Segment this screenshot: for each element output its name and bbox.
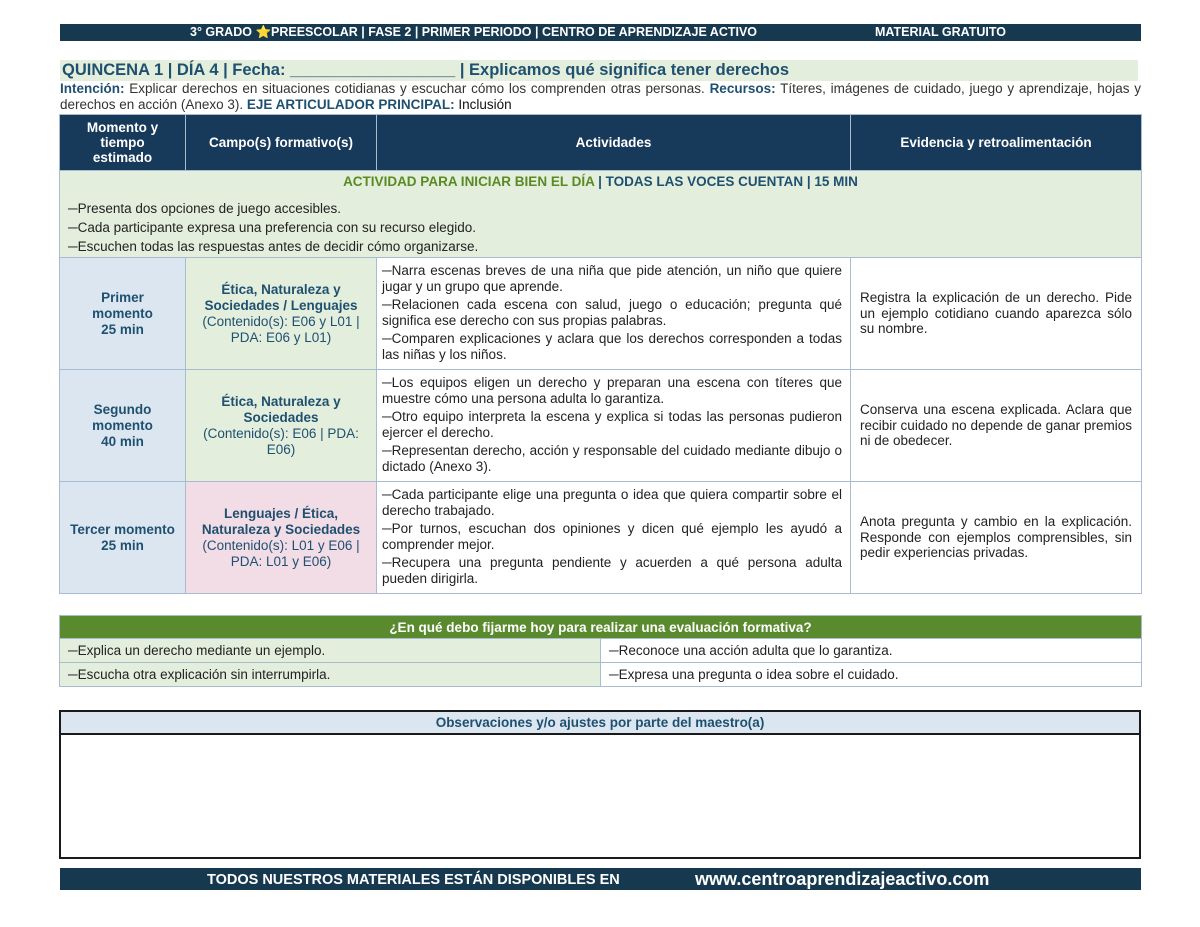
eje-label: EJE ARTICULADOR PRINCIPAL: <box>246 96 455 112</box>
table-header-row <box>60 115 1142 171</box>
list-item: ─Cada participante elige una pregunta o idea que quiera compartir sobre el derecho trabajado. <box>382 487 842 518</box>
page-title: QUINCENA 1 | DÍA 4 | Fecha: __________________ | Explicamos qué significa tener derechos <box>60 60 1138 81</box>
moment-text: Tercer momento 25 min <box>70 521 175 553</box>
table-row <box>60 370 1142 482</box>
evaluation-item: ─Expresa una pregunta o idea sobre el cuidado. <box>601 663 1142 687</box>
header-campo: Campo(s) formativo(s) <box>186 115 377 171</box>
contenido-text: (Contenido(s): E06 | PDA: E06) <box>203 425 359 457</box>
list-item: ─Relacionen cada escena con salud, juego o educación; pregunta qué significa ese derecho con sus propias palabras. <box>382 297 842 328</box>
phase-text: PREESCOLAR | FASE 2 | PRIMER PERIODO | CENTRO DE APRENDIZAJE ACTIVO <box>271 25 758 39</box>
website-link[interactable]: www.centroaprendizajeactivo.com <box>695 869 990 889</box>
evidence-cell: Anota pregunta y cambio en la explicación. Responde con ejemplos comprensibles, sin pedir experiencias privadas. <box>851 482 1142 594</box>
start-title-sep: | <box>594 174 606 189</box>
list-item: ─Recupera una pregunta pendiente y acuerden a qué persona adulta pueden dirigirla. <box>382 555 842 586</box>
evaluation-table <box>59 615 1142 687</box>
recursos-label: Recursos: <box>709 81 776 96</box>
evaluation-item: ─Explica un derecho mediante un ejemplo. <box>60 639 601 663</box>
evaluation-item: ─Reconoce una acción adulta que lo garantiza. <box>601 639 1142 663</box>
observations-writing-area <box>61 735 1139 857</box>
list-item: ─Los equipos eligen un derecho y preparan una escena con títeres que muestre cómo una persona adulta lo garantiza. <box>382 375 842 406</box>
intencion-text: Explicar derechos en situaciones cotidianas y escuchar cómo los comprenden otras personas. <box>124 81 710 96</box>
table-row <box>60 482 1142 594</box>
list-item: ─Por turnos, escuchan dos opiniones y dicen qué ejemplo les ayudó a comprender mejor. <box>382 521 842 552</box>
activities-cell <box>377 482 851 594</box>
moment-cell <box>60 482 186 594</box>
evidence-cell: Registra la explicación de un derecho. Pide un ejemplo cotidiano cuando aparezca sólo su nombre. <box>851 258 1142 370</box>
campo-name: Ética, Naturaleza y Sociedades <box>221 393 341 425</box>
activities-cell <box>377 370 851 482</box>
start-title-green: ACTIVIDAD PARA INICIAR BIEN EL DÍA <box>343 174 595 189</box>
contenido-text: (Contenido(s): E06 y L01 | PDA: E06 y L01) <box>202 313 360 345</box>
grade-text: 3° GRADO <box>190 25 256 39</box>
campo-name: Ética, Naturaleza y Sociedades / Lenguajes <box>204 281 358 313</box>
moment-text: Segundo momento 40 min <box>92 401 153 449</box>
campo-cell <box>186 258 377 370</box>
list-item: ─Cada participante expresa una preferencia con su recurso elegido. <box>68 220 477 235</box>
list-item: ─Presenta dos opciones de juego accesibles. <box>68 201 341 216</box>
list-item: ─Representan derecho, acción y responsable del cuidado mediante dibujo o dictado (Anexo 3). <box>382 443 842 474</box>
observations-box <box>59 710 1141 859</box>
contenido-text: (Contenido(s): L01 y E06 | PDA: L01 y E06) <box>202 537 360 569</box>
intent-paragraph <box>60 81 1141 112</box>
list-item: ─Narra escenas breves de una niña que pide atención, un niño que quiere jugar y un grupo que aprende. <box>382 263 842 294</box>
start-activity-title <box>68 174 1133 189</box>
list-item: ─Escuchen todas las respuestas antes de decidir cómo organizarse. <box>68 239 479 254</box>
campo-name: Lenguajes / Ética, Naturaleza y Sociedades <box>201 505 361 537</box>
recursos-text: Títeres, imágenes de cuidado, juego y aprendizaje, hojas y derechos en acción (Anexo 3). <box>60 81 1141 112</box>
start-activity-list <box>68 199 1133 256</box>
table-row <box>60 258 1142 370</box>
campo-cell <box>186 482 377 594</box>
star-icon: ⭐ <box>255 25 272 39</box>
moment-cell <box>60 370 186 482</box>
free-material-label: MATERIAL GRATUITO <box>875 25 1007 39</box>
evaluation-title: ¿En qué debo fijarme hoy para realizar una evaluación formativa? <box>60 616 1142 639</box>
start-title-navy: TODAS LAS VOCES CUENTAN | 15 MIN <box>605 174 858 189</box>
list-item: ─Comparen explicaciones y aclara que los derechos corresponden a todas las niñas y los niños. <box>382 331 842 362</box>
start-activity-cell <box>60 171 1142 258</box>
campo-cell <box>186 370 377 482</box>
grade-phase-info <box>190 24 757 41</box>
lesson-plan-table <box>59 114 1142 594</box>
evidence-cell: Conserva una escena explicada. Aclara que recibir cuidado no depende de ganar premios ni de obedecer. <box>851 370 1142 482</box>
header-evidence: Evidencia y retroalimentación <box>851 115 1142 171</box>
start-activity-row <box>60 171 1142 258</box>
footer-text: TODOS NUESTROS MATERIALES ESTÁN DISPONIBLES EN <box>207 872 620 888</box>
footer-banner <box>60 868 1141 890</box>
eje-text: Inclusión <box>454 96 512 112</box>
activities-cell <box>377 258 851 370</box>
top-banner <box>60 24 1141 41</box>
list-item: ─Otro equipo interpreta la escena y explica si todas las personas pudieron ejercer el derecho. <box>382 409 842 440</box>
header-activities: Actividades <box>377 115 851 171</box>
evaluation-item: ─Escucha otra explicación sin interrumpirla. <box>60 663 601 687</box>
header-moment: Momento y tiempo estimado <box>60 115 186 171</box>
moment-cell <box>60 258 186 370</box>
moment-text: Primer momento 25 min <box>92 289 153 337</box>
observations-title: Observaciones y/o ajustes por parte del maestro(a) <box>61 712 1139 735</box>
intencion-label: Intención: <box>60 81 125 96</box>
